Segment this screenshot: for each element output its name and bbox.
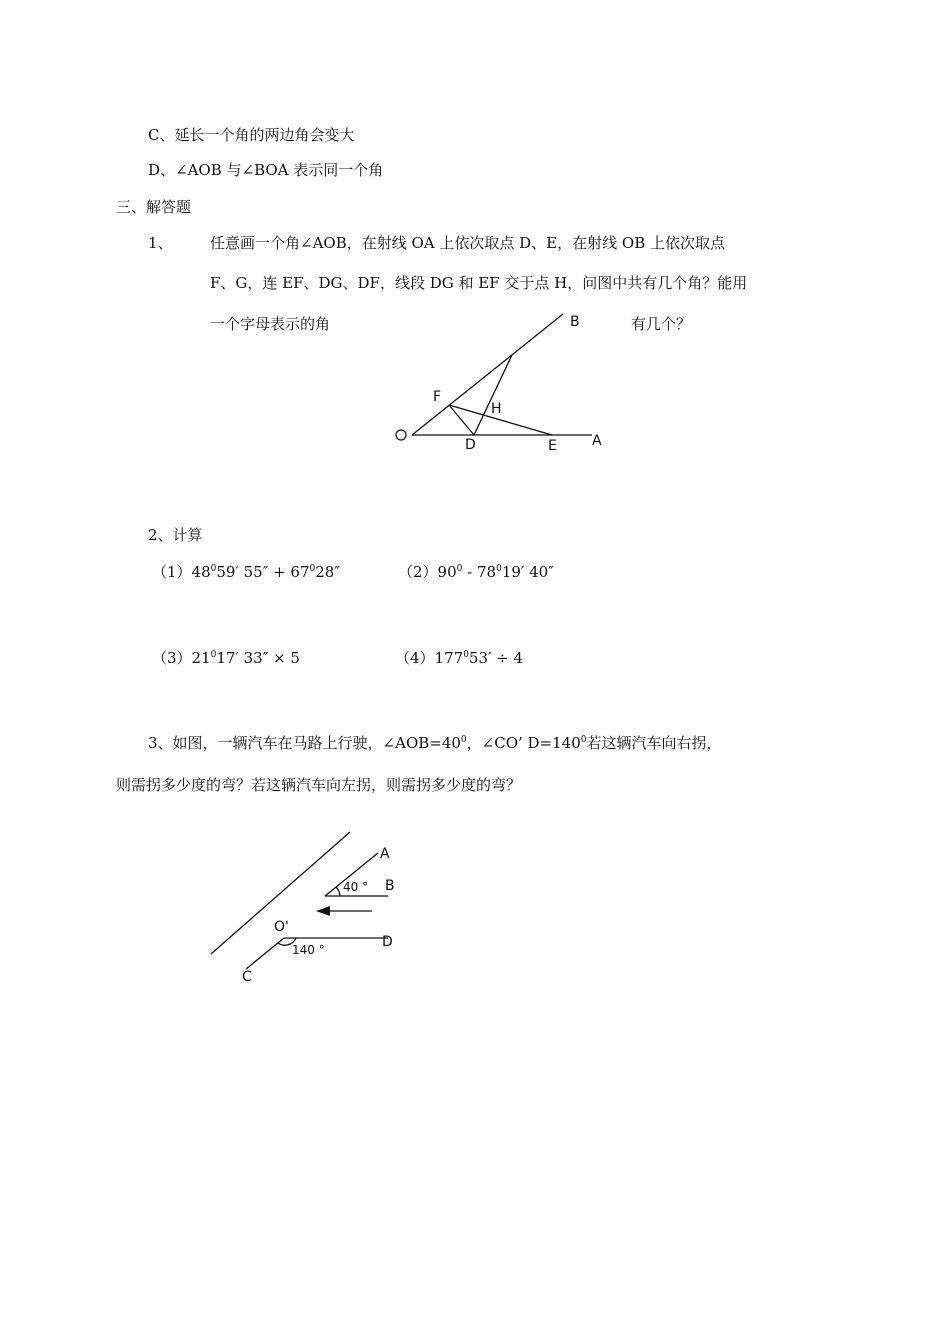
q2-item1 bbox=[152, 562, 340, 582]
label-o-prime: O' bbox=[274, 919, 289, 935]
q3-line1-b: ，∠CO’ D=140 bbox=[466, 734, 581, 752]
q1-number: 1、 bbox=[148, 234, 173, 252]
q2-item1-mid: 59′ 55″ + 67 bbox=[216, 563, 310, 581]
q3-line1-c: 若这辆汽车向右拐， bbox=[586, 734, 722, 752]
q2-item2-sup1: 0 bbox=[456, 564, 463, 574]
q2-title: 2、计算 bbox=[148, 526, 203, 544]
option-c: C、延长一个角的两边角会变大 bbox=[148, 126, 355, 144]
label-h: H bbox=[491, 401, 502, 417]
label-angle-40: 40 ° bbox=[343, 880, 369, 894]
q3-line1 bbox=[148, 733, 722, 753]
segment-df bbox=[449, 405, 474, 435]
option-d: D、∠AOB 与∠BOA 表示同一个角 bbox=[148, 161, 384, 179]
q2-item1-sup1: 0 bbox=[210, 564, 217, 574]
q2-item4-tail: 53′ ÷ 4 bbox=[468, 649, 524, 667]
label-f: F bbox=[433, 389, 442, 405]
q2-item2-prefix: （2）90 bbox=[398, 563, 457, 581]
label-d: D bbox=[382, 934, 393, 950]
q2-item4-prefix: （4）177 bbox=[395, 649, 464, 667]
q2-item2-tail: 19′ 40″ bbox=[501, 563, 554, 581]
arrow-head-icon bbox=[316, 906, 330, 916]
q1-line1: 任意画一个角∠AOB，在射线 OA 上依次取点 D、E，在射线 OB 上依次取点 bbox=[210, 234, 725, 252]
point-o-marker bbox=[396, 430, 406, 440]
q2-item3-sup1: 0 bbox=[210, 650, 217, 660]
q3-line1-sup1: 0 bbox=[460, 735, 467, 745]
q1-line3-left: 一个字母表示的角 bbox=[210, 315, 331, 333]
q2-item1-tail: 28″ bbox=[315, 563, 340, 581]
q2-item4 bbox=[395, 648, 523, 668]
q2-item3 bbox=[152, 648, 300, 668]
q1-figure bbox=[380, 300, 630, 460]
q1-line2: F、G，连 EF、DG、DF，线段 DG 和 EF 交于点 H，问图中共有几个角？能用 bbox=[210, 274, 748, 292]
label-c: C bbox=[242, 969, 252, 985]
q2-item2 bbox=[398, 562, 554, 582]
q2-item3-prefix: （3）21 bbox=[152, 649, 211, 667]
label-d: D bbox=[465, 437, 476, 453]
q2-item2-sup2: 0 bbox=[496, 564, 502, 574]
segment-dg bbox=[474, 355, 512, 435]
q3-line1-a: 3、如图，一辆汽车在马路上行驶，∠AOB=40 bbox=[148, 734, 461, 752]
label-b: B bbox=[385, 878, 395, 894]
label-e: E bbox=[548, 438, 557, 454]
q2-item3-tail: 17′ 33″ × 5 bbox=[216, 649, 300, 667]
q3-line1-sup2: 0 bbox=[580, 735, 587, 745]
q2-item4-sup1: 0 bbox=[463, 650, 469, 660]
q3-figure bbox=[200, 820, 420, 990]
label-angle-140: 140 ° bbox=[292, 943, 325, 957]
q1-line3-right: 有几个？ bbox=[631, 315, 692, 333]
q2-item1-prefix: （1）48 bbox=[152, 563, 211, 581]
angle-40-arc bbox=[336, 887, 340, 896]
label-b: B bbox=[570, 314, 580, 330]
q3-line2: 则需拐多少度的弯？若这辆汽车向左拐，则需拐多少度的弯？ bbox=[116, 776, 522, 794]
q2-item1-sup2: 0 bbox=[309, 564, 316, 574]
q2-item2-mid: - 78 bbox=[462, 563, 497, 581]
section-title: 三、解答题 bbox=[116, 198, 192, 216]
label-a: A bbox=[592, 433, 602, 449]
label-a: A bbox=[380, 846, 390, 862]
